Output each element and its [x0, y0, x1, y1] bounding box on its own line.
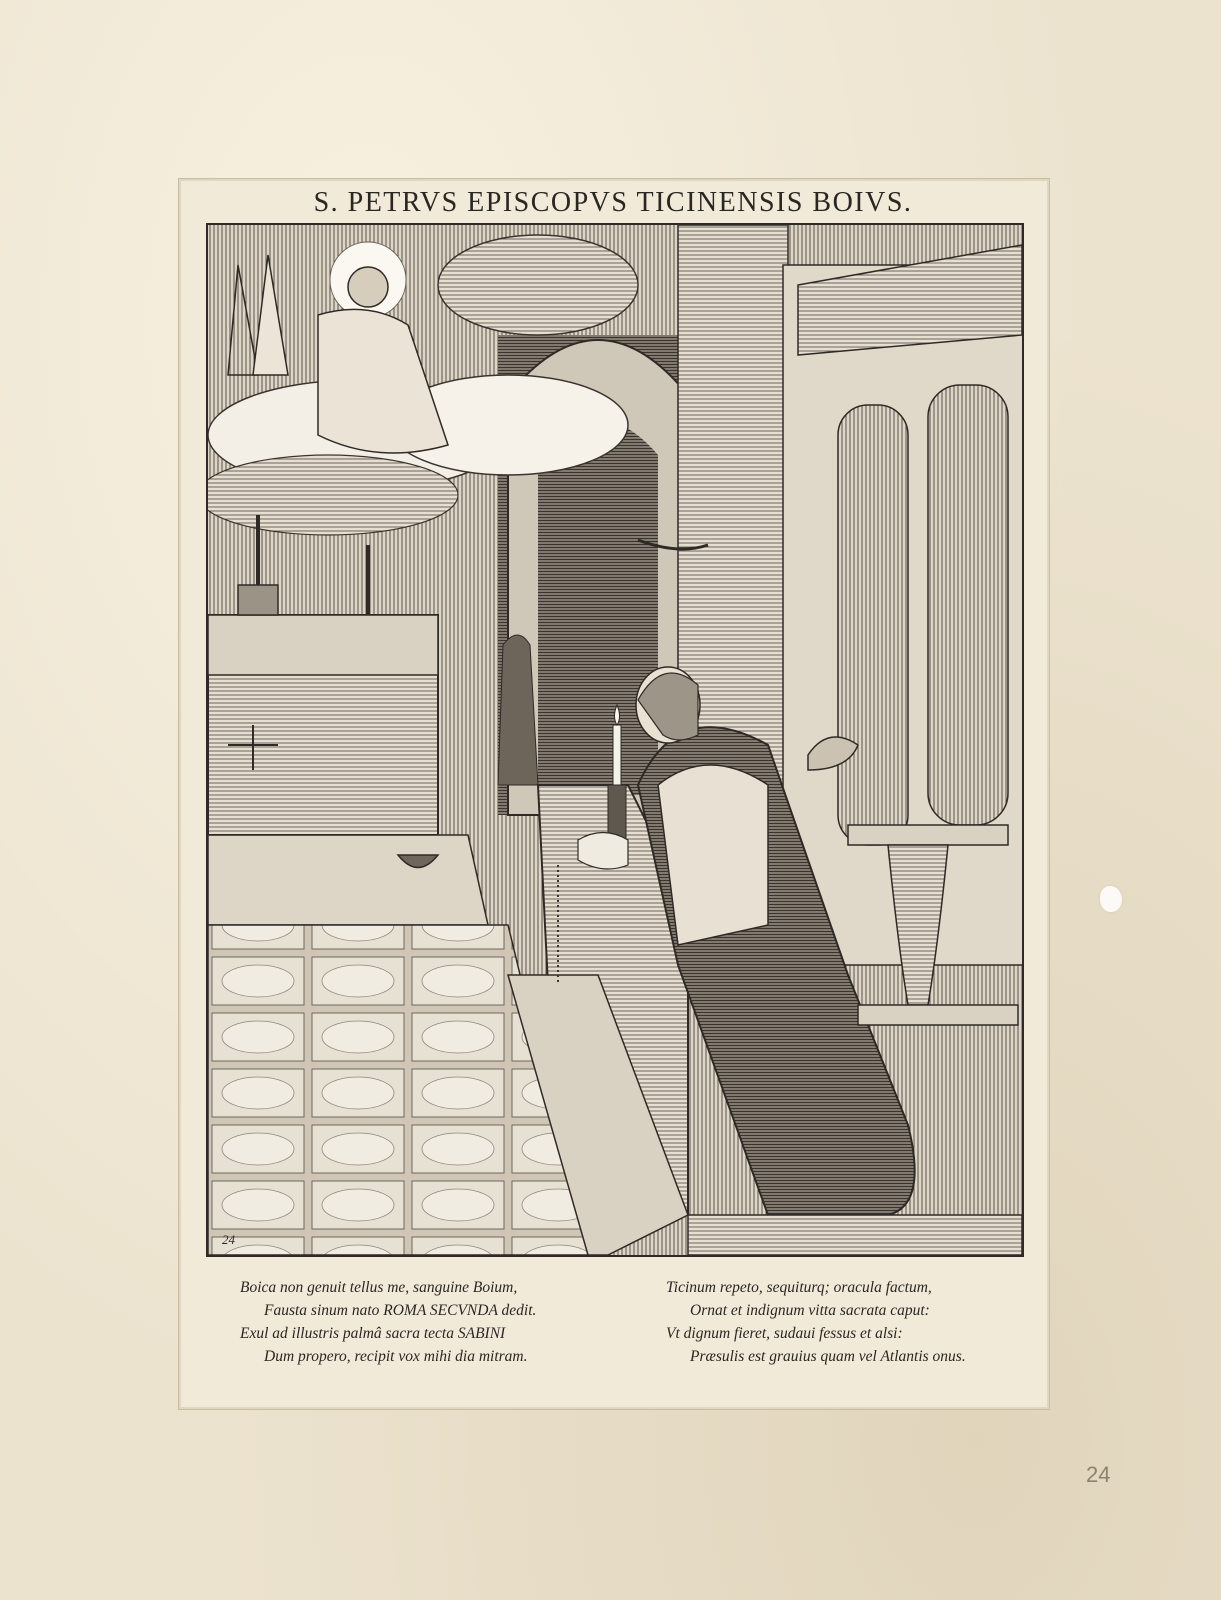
verse-right	[666, 1276, 1046, 1368]
verse-line: Fausta sinum nato ROMA SECVNDA dedit.	[264, 1302, 537, 1319]
verse-line: Ornat et indignum vitta sacrata caput:	[690, 1302, 930, 1319]
verse-line: Vt dignum fieret, sudaui fessus et alsi:	[666, 1325, 903, 1342]
pencil-number: 24	[1086, 1462, 1111, 1487]
verse-line: Boica non genuit tellus me, sanguine Boium,	[240, 1279, 518, 1296]
engraving-title: S. PETRVS EPISCOPVS TICINENSIS BOIVS.	[313, 187, 913, 218]
paper-hole	[1100, 886, 1122, 912]
engraving-scene	[208, 225, 1022, 1255]
verse-line: Dum propero, recipit vox mihi dia mitram.	[264, 1348, 528, 1365]
verse-line: Exul ad illustris palmâ sacra tecta SABINI	[240, 1325, 506, 1342]
verse-line: Ticinum repeto, sequiturq; oracula factum,	[666, 1279, 932, 1296]
verse-line: Præsulis est grauius quam vel Atlantis onus.	[690, 1348, 966, 1365]
plate-number: 24	[222, 1232, 235, 1247]
engraving-picture	[206, 223, 1024, 1257]
verse-left	[240, 1276, 640, 1368]
